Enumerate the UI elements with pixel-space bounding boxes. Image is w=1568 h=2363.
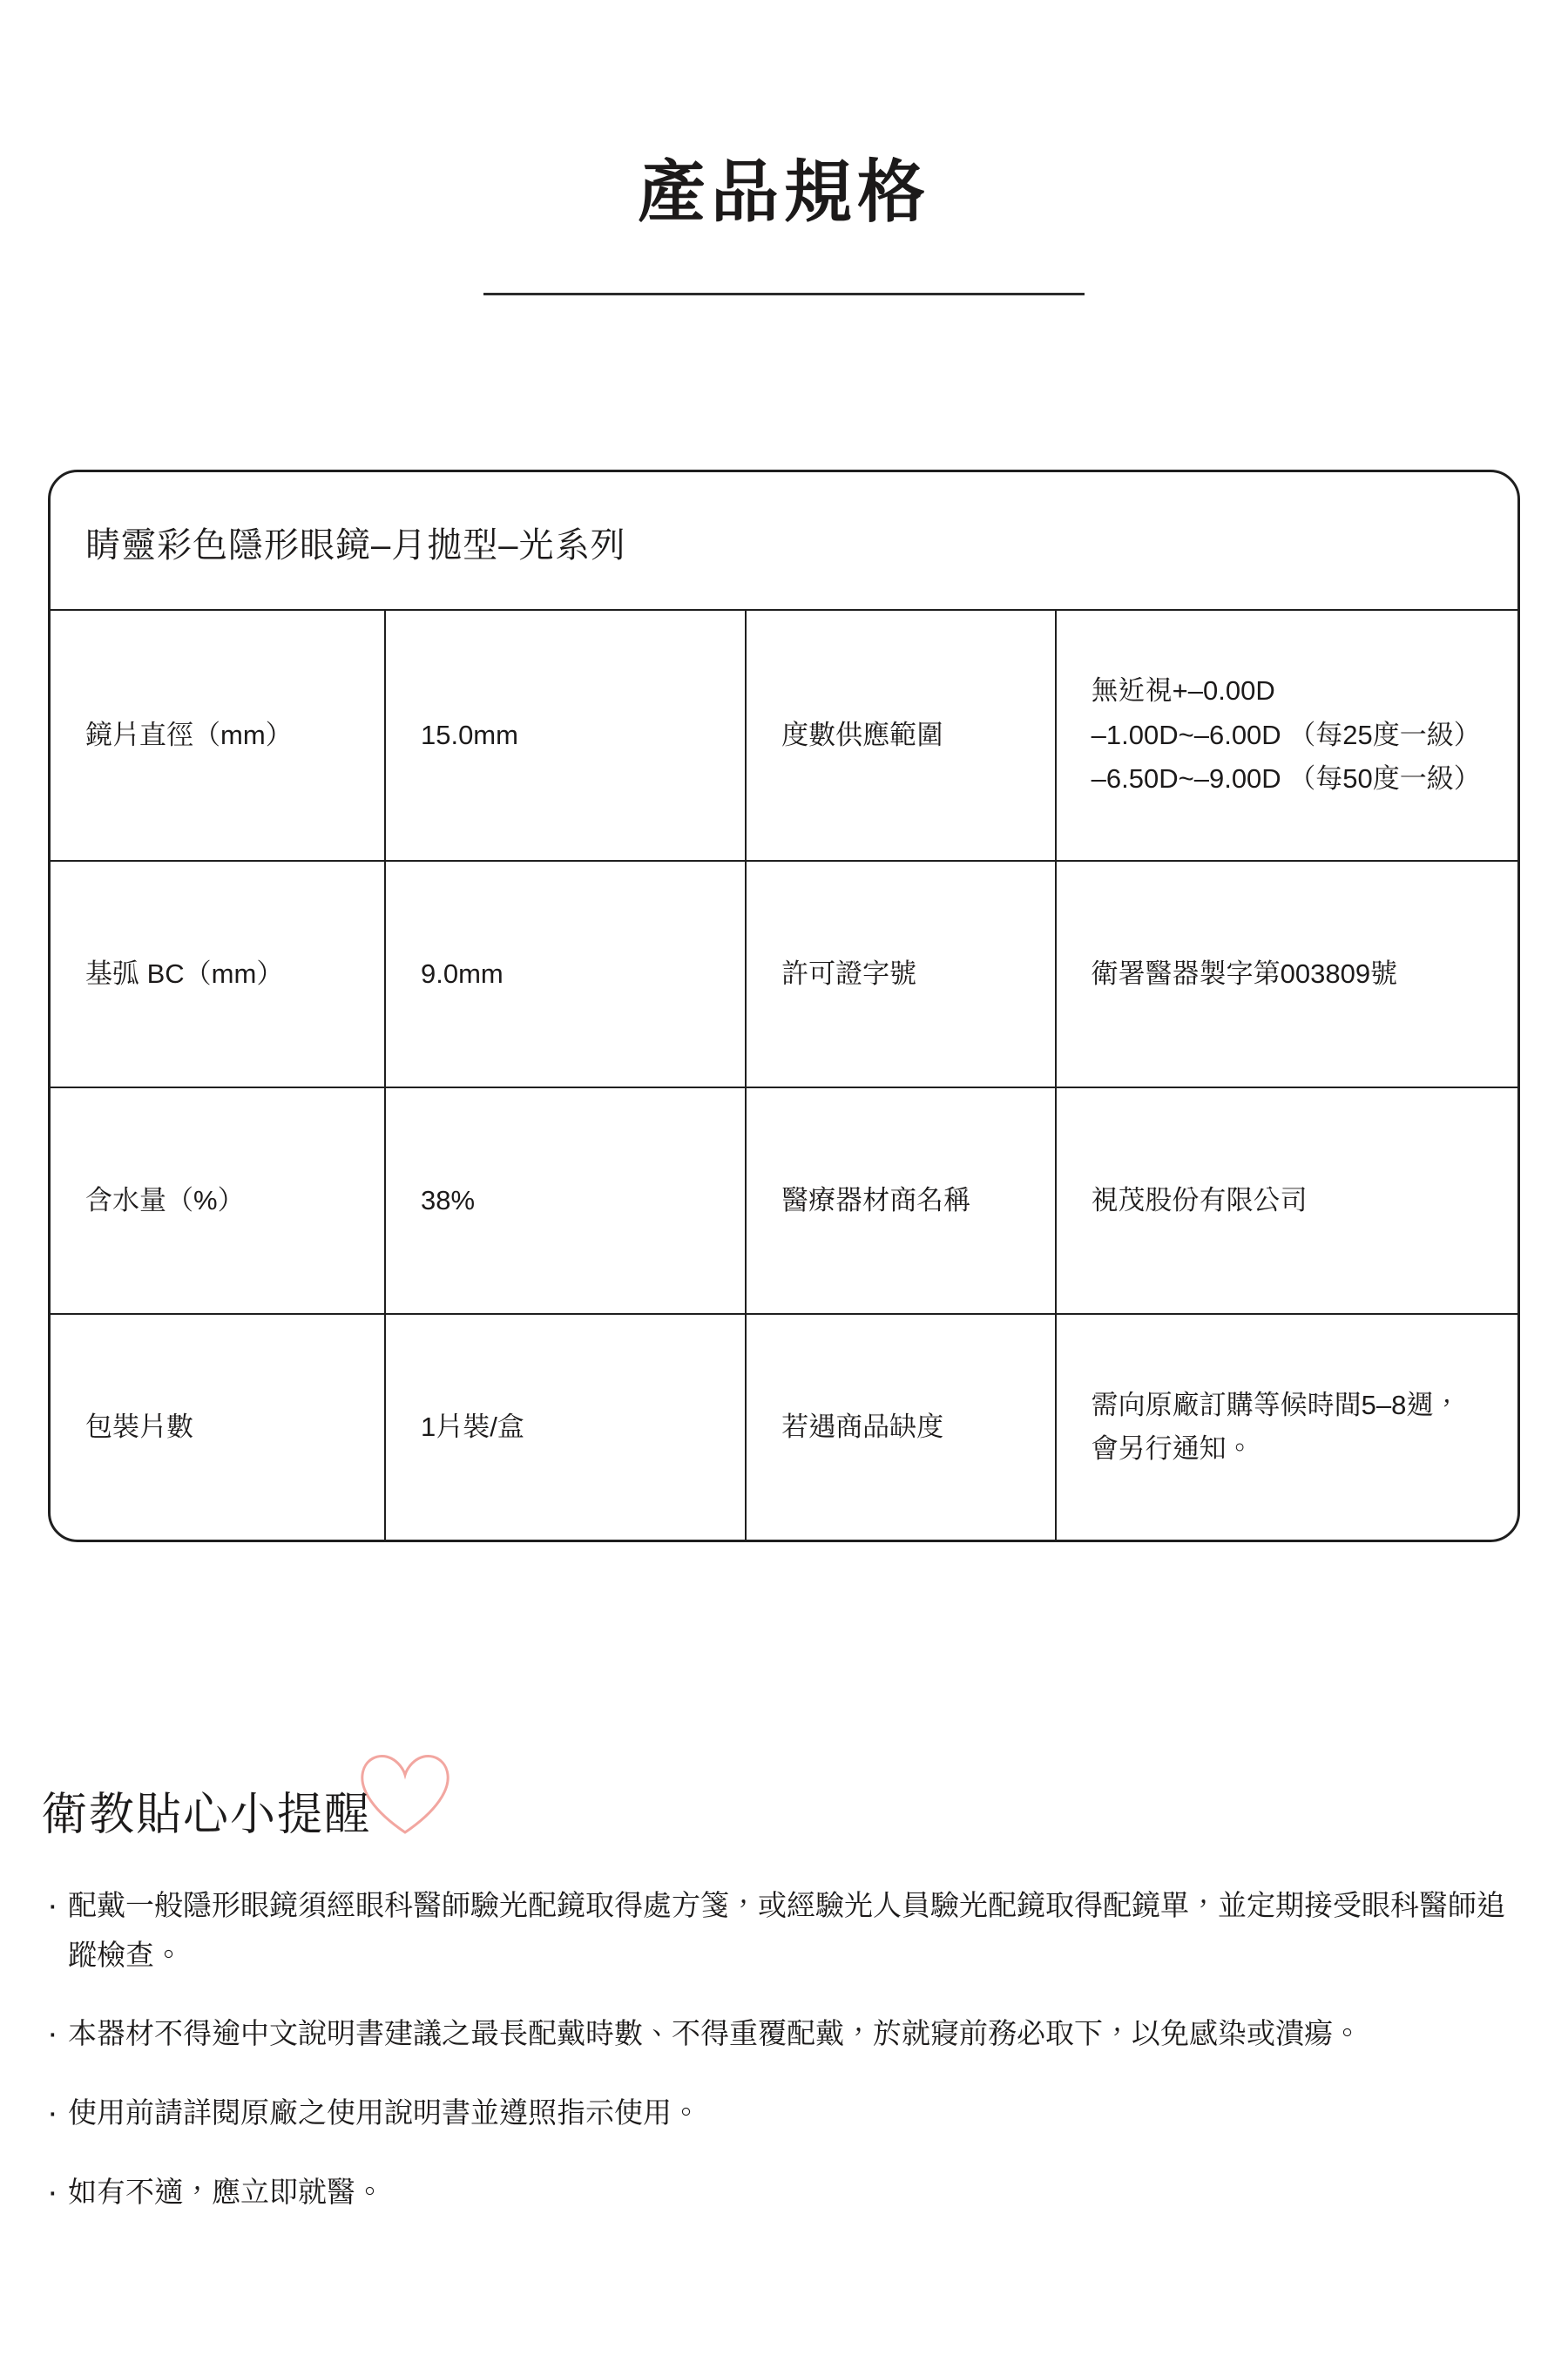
list-item: · 使用前請詳閱原廠之使用說明書並遵照指示使用。 xyxy=(42,2089,1526,2138)
spec-card xyxy=(48,470,1520,1542)
spec-label-power-range: 度數供應範圍 xyxy=(746,610,1056,861)
spec-table xyxy=(51,609,1517,1540)
spec-product-name: 睛靈彩色隱形眼鏡–月拋型–光系列 xyxy=(85,525,626,565)
out-of-stock-line-1: 需向原廠訂購等候時間5–8週， xyxy=(1091,1389,1461,1420)
spec-value-base-curve: 9.0mm xyxy=(385,861,746,1087)
out-of-stock-line-2: 會另行通知。 xyxy=(1091,1432,1254,1464)
spec-label-water-content: 含水量（%） xyxy=(51,1087,385,1314)
power-range-line-1: 無近視+–0.00D xyxy=(1091,675,1275,707)
spec-value-pack-size: 1片裝/盒 xyxy=(385,1314,746,1540)
spec-label-out-of-stock: 若遇商品缺度 xyxy=(746,1314,1056,1540)
spec-label-license-number: 許可證字號 xyxy=(746,861,1056,1087)
spec-value-lens-diameter: 15.0mm xyxy=(385,610,746,861)
spec-label-pack-size: 包裝片數 xyxy=(51,1314,385,1540)
table-row xyxy=(51,1087,1517,1314)
tips-title-wrap xyxy=(42,1777,380,1843)
spec-label-lens-diameter: 鏡片直徑（mm） xyxy=(51,610,385,861)
spec-label-manufacturer: 醫療器材商名稱 xyxy=(746,1087,1056,1314)
spec-label-base-curve: 基弧 BC（mm） xyxy=(51,861,385,1087)
heart-icon xyxy=(357,1748,453,1839)
spec-value-license-number: 衛署醫器製字第003809號 xyxy=(1056,861,1517,1087)
spec-value-power-range xyxy=(1056,610,1517,861)
list-item: · 本器材不得逾中文說明書建議之最長配戴時數、不得重覆配戴，於就寢前務必取下，以免感染或潰瘍。 xyxy=(42,2009,1526,2059)
page-title: 產品規格 xyxy=(637,153,930,230)
power-range-line-3: –6.50D~–9.00D （每50度一級） xyxy=(1091,762,1481,794)
title-divider xyxy=(483,293,1085,295)
tips-list xyxy=(42,1881,1526,2217)
table-row xyxy=(51,610,1517,861)
tips-title: 衛教貼心小提醒 xyxy=(42,1789,372,1840)
list-item: · 配戴一般隱形眼鏡須經眼科醫師驗光配鏡取得處方箋，或經驗光人員驗光配鏡取得配鏡單，並定期接受眼科醫師追蹤檢查。 xyxy=(42,1881,1526,1980)
table-row xyxy=(51,1314,1517,1540)
spec-value-out-of-stock xyxy=(1056,1314,1517,1540)
spec-value-water-content: 38% xyxy=(385,1087,746,1314)
table-row xyxy=(51,861,1517,1087)
list-item: · 如有不適，應立即就醫。 xyxy=(42,2168,1526,2217)
power-range-line-2: –1.00D~–6.00D （每25度一級） xyxy=(1091,719,1481,750)
spec-value-manufacturer: 視茂股份有限公司 xyxy=(1056,1087,1517,1314)
health-tips-section xyxy=(42,1777,1526,2217)
title-block xyxy=(0,0,1568,295)
